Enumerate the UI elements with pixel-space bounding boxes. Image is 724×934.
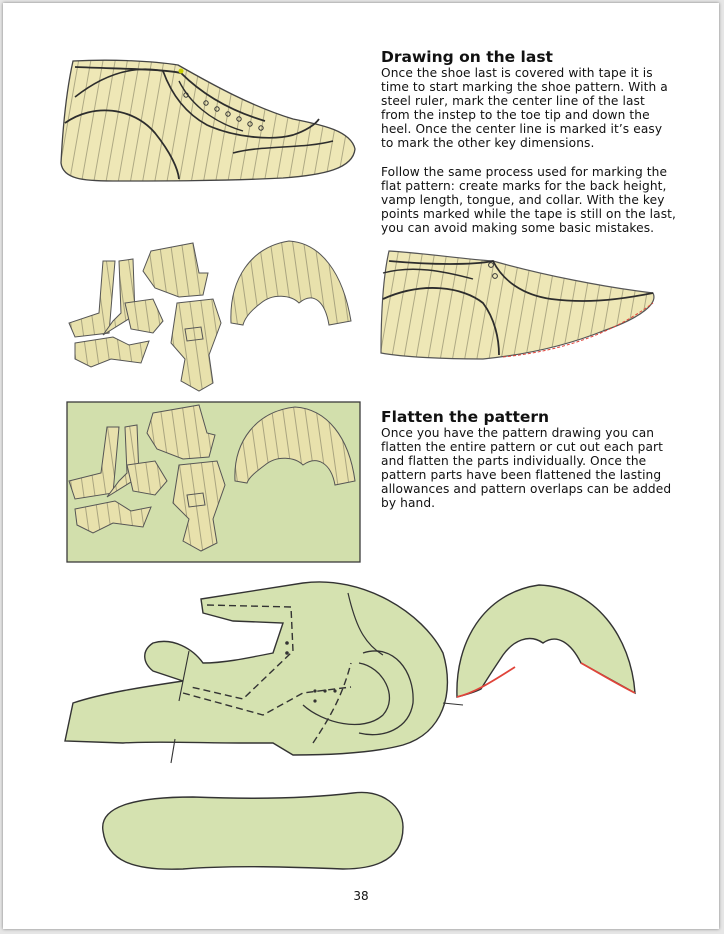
flattened-upper-pattern	[65, 582, 463, 763]
section-flatten-pattern	[381, 409, 681, 511]
taped-last-allowance-illustration	[381, 251, 654, 359]
flattened-collar-pattern	[457, 585, 635, 697]
taped-pattern-pieces	[69, 241, 351, 391]
section-title: Flatten the pattern	[381, 408, 550, 426]
taped-last-illustration	[61, 60, 355, 181]
flattened-pieces-panel	[67, 402, 360, 562]
document-page	[3, 3, 719, 929]
page-number: 38	[353, 889, 369, 903]
section-paragraph: Once the shoe last is covered with tape it is time to start marking the shoe pattern. With a steel ruler, mark the center line of the last from the instep to the toe tip and down the heel. Once the center line is marked it’s easy to mark the other key dimensions.	[381, 66, 668, 151]
section-paragraph: Once you have the pattern drawing you can flatten the entire pattern or cut out each part and flatten the parts individually. Once the pattern parts have been flattened the lasting allowances and pattern overlaps can be added by hand.	[381, 426, 672, 511]
section-drawing-on-last	[381, 49, 677, 235]
insole-pattern	[103, 792, 403, 869]
section-paragraph: Follow the same process used for marking the flat pattern: create marks for the back height, vamp length, tongue, and collar. With the key points marked while the tape is still on the last, you can avoid making some basic mistakes.	[381, 164, 677, 235]
section-title: Drawing on the last	[381, 48, 553, 66]
